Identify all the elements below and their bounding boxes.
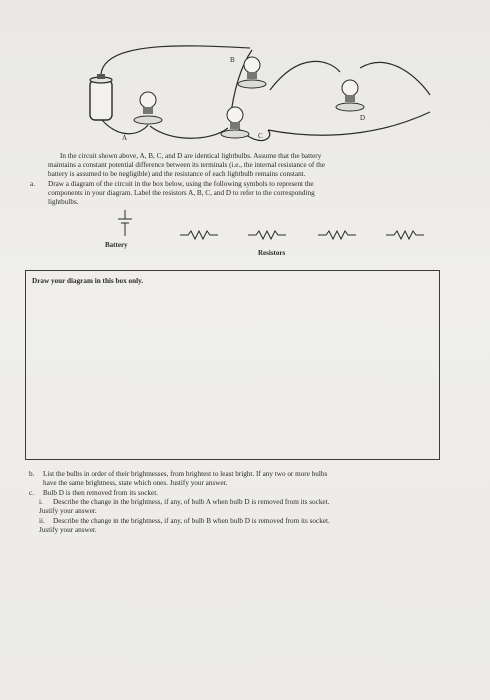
- question-c-intro: Bulb D is then removed from its socket.: [43, 489, 158, 497]
- bulb-c: [221, 107, 249, 138]
- intro-line: maintains a constant potential difference between its terminals (i.e., the internal resistance of the: [48, 161, 325, 170]
- question-b-line: List the bulbs in order of their brightnesses, from brightest to least bright. If any two or more bulbs: [43, 470, 328, 478]
- question-a-line: Draw a diagram of the circuit in the box below, using the following symbols to represent the: [48, 180, 314, 188]
- diagram-drawing-box[interactable]: [25, 270, 440, 460]
- bulb-a: [134, 92, 162, 124]
- intro-line: In the circuit shown above, A, B, C, and D are identical lightbulbs. Assume that the battery: [60, 152, 322, 160]
- question-c-label: c.: [29, 489, 34, 497]
- intro-line: battery is assumed to be negligible) and the resistance of each lightbulb remains constant.: [48, 170, 306, 179]
- question-b-label: b.: [29, 470, 35, 478]
- resistor-symbol-icon: [248, 231, 286, 239]
- question-b-line: have the same brightness, state which ones. Justify your answer.: [43, 479, 228, 488]
- question-c: [29, 489, 429, 535]
- drawing-box-label: Draw your diagram in this box only.: [32, 277, 144, 285]
- bulb-label-b: B: [230, 56, 235, 64]
- bulb-d: [336, 80, 364, 111]
- question-c-i-label: i.: [39, 498, 43, 507]
- question-c-i-line: Justify your answer.: [39, 507, 97, 516]
- battery-label: Battery: [105, 241, 128, 249]
- question-a: [30, 180, 410, 208]
- question-a-line: components in your diagram. Label the resistors A, B, C, and D to refer to the corresponding: [48, 189, 315, 198]
- resistor-symbols: [180, 228, 440, 242]
- bulb-label-a: A: [122, 134, 128, 142]
- resistor-symbol-icon: [318, 231, 356, 239]
- question-c-ii-label: ii.: [39, 516, 45, 525]
- question-a-label: a.: [30, 180, 35, 188]
- question-c-ii-line: Justify your answer.: [39, 525, 97, 534]
- circuit-illustration: [70, 20, 450, 160]
- question-c-ii-line: Describe the change in the brightness, if any, of bulb B when bulb D is removed from its socket.: [53, 516, 330, 525]
- resistor-symbol-icon: [386, 231, 424, 239]
- question-c-i-line: Describe the change in the brightness, if any, of bulb A when bulb D is removed from its socket.: [53, 498, 330, 507]
- question-a-line: lightbulbs.: [48, 198, 79, 207]
- resistor-symbol-icon: [180, 231, 218, 239]
- battery-symbol-icon: [110, 208, 140, 238]
- bulb-label-c: C: [258, 132, 263, 140]
- intro-paragraph: [48, 152, 398, 180]
- resistors-label: Resistors: [258, 249, 286, 257]
- question-b: [29, 470, 429, 488]
- bulb-b: [238, 57, 266, 88]
- bulb-label-d: D: [360, 114, 366, 122]
